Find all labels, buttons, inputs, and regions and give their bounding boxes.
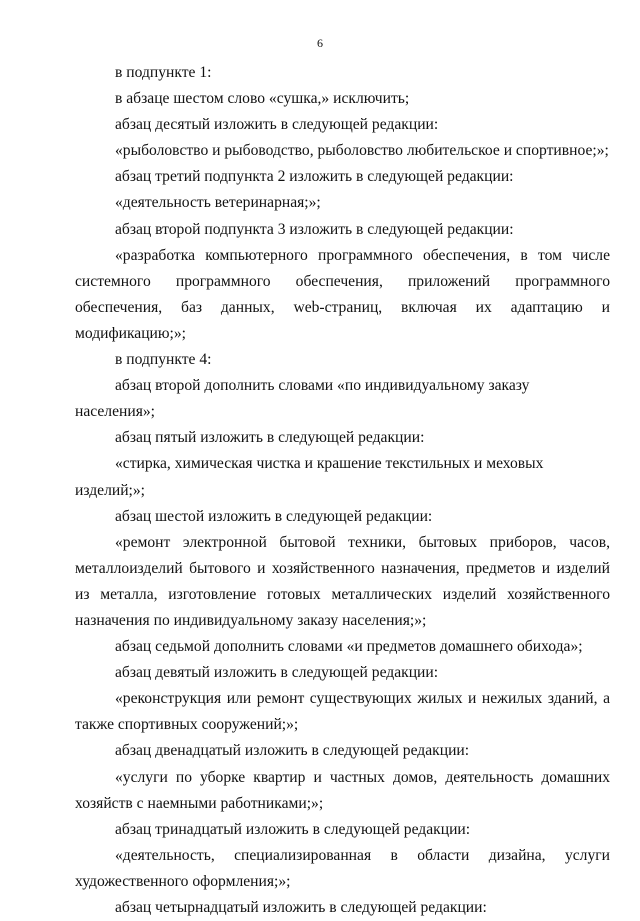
paragraph-twelfth-clause-instruction: абзац двенадцатый изложить в следующей редакции: [115,742,470,760]
paragraph-second-clause-addition: абзац второй дополнить словами «по индивидуальному заказу населения»; [75,377,530,421]
paragraph-repair-text: «ремонт электронной бытовой техники, бытовых приборов, часов, металлоизделий бытового и хозяйственного назначения, предметов и изделий из металла, изготовление готовых металлических изделий хозяйственного назначения по индивидуальному заказу населения;»; [75,533,610,629]
paragraph-tenth-clause-instruction: абзац десятый изложить в следующей редакции: [115,116,439,134]
paragraph-reconstruction-text: «реконструкция или ремонт существующих жилых и нежилых зданий, а также спортивных сооружений;»; [75,690,610,734]
paragraph-fourteenth-clause-instruction: абзац четырнадцатый изложить в следующей редакции: [115,899,487,916]
paragraph-subpoint-3-instruction: абзац второй подпункта 3 изложить в следующей редакции: [115,220,514,238]
document-body [75,60,610,921]
paragraph-fifth-clause-instruction: абзац пятый изложить в следующей редакции: [115,429,425,447]
paragraph-subpoint-2-instruction: абзац третий подпункта 2 изложить в следующей редакции: [115,168,514,186]
paragraph-veterinary-text: «деятельность ветеринарная;»; [115,194,321,212]
paragraph-subpoint-4: в подпункте 4: [115,351,212,369]
paragraph-thirteenth-clause-instruction: абзац тринадцатый изложить в следующей редакции: [115,820,471,838]
paragraph-software-text: «разработка компьютерного программного обеспечения, в том числе системного программного обеспечения, приложений программного обеспечения, баз данных, web-страниц, включая их адаптацию и модификацию;»; [75,246,610,342]
paragraph-cleaning-text: «услуги по уборке квартир и частных домов, деятельность домашних хозяйств с наемными работниками;»; [75,768,610,812]
page-number: 6 [317,36,323,50]
paragraph-sixth-clause-amendment: в абзаце шестом слово «сушка,» исключить; [115,90,410,108]
paragraph-seventh-clause-addition: абзац седьмой дополнить словами «и предметов домашнего обихода»; [115,638,583,656]
paragraph-design-text: «деятельность, специализированная в области дизайна, услуги художественного оформления;»; [75,846,610,890]
paragraph-fishing-text: «рыболовство и рыбоводство, рыболовство любительское и спортивное;»; [115,142,609,160]
paragraph-subpoint-1: в подпункте 1: [115,64,212,81]
paragraph-ninth-clause-instruction: абзац девятый изложить в следующей редакции: [115,664,439,682]
paragraph-laundry-text: «стирка, химическая чистка и крашение текстильных и меховых изделий;»; [75,455,544,499]
paragraph-sixth-clause-instruction: абзац шестой изложить в следующей редакции: [115,507,433,525]
